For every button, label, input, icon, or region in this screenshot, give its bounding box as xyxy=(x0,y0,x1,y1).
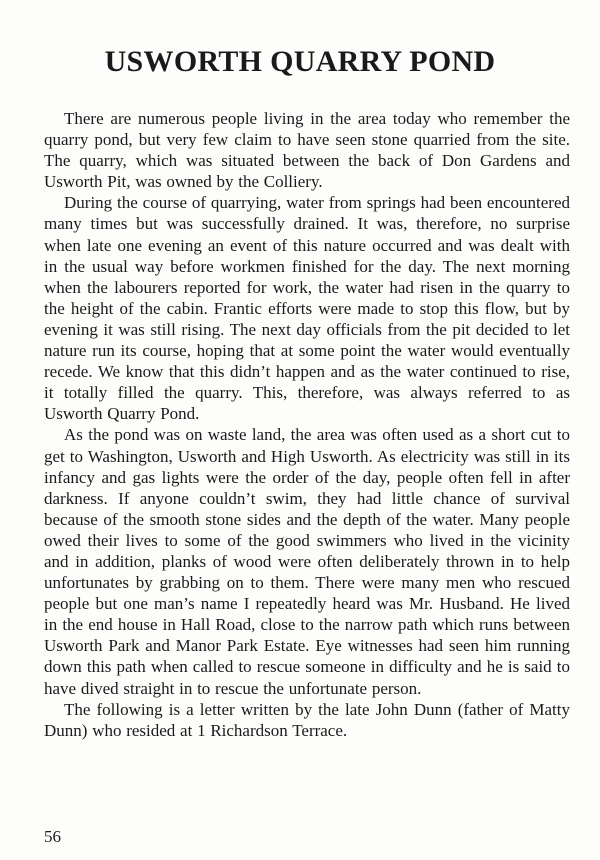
page-title: USWORTH QUARRY POND xyxy=(104,45,496,78)
paragraph-4: The following is a letter written by the late John Dunn (father of Matty Dunn) who resided at 1 Richardson Terrace. xyxy=(44,699,570,740)
paragraph-2: During the course of quarrying, water from springs had been encountered many times but was successfully drained. It was, therefore, no surprise when late one evening an event of this nature occurred and was dealt with in the usual way before workmen finished for the day. The next morning when the labourers reported for work, the water had risen in the quarry to the height of the cabin. Frantic efforts were made to stop this flow, but by evening it was still rising. The next day officials from the pit decided to let nature run its course, hoping that at some point the water would eventually recede. We know that this didn’t happen and as the water continued to rise, it totally filled the quarry. This, therefore, was always referred to as Usworth Quarry Pond. xyxy=(44,193,570,424)
paragraph-3: As the pond was on waste land, the area was often used as a short cut to get to Washington, Usworth and High Usworth. As electricity was still in its infancy and gas lights were the order of the day, people often fell in after darkness. If anyone couldn’t swim, they had little chance of survival because of the smooth stone sides and the depth of the water. Many people owed their lives to some of the good swimmers who lived in the vicinity and in addition, planks of wood were often deliberately thrown in to help unfortunates by grabbing on to them. There were many men who rescued people but one man’s name I repeatedly heard was Mr. Husband. He lived in the end house in Hall Road, close to the narrow path which runs between Usworth Park and Manor Park Estate. Eye witnesses had seen him running down this path when called to rescue someone in difficulty and he is said to have dived straight in to rescue the unfortunate person. xyxy=(44,425,570,698)
paragraph-1: There are numerous people living in the area today who remember the quarry pond, but very few claim to have seen stone quarried from the site. The quarry, which was situated between the back of Don Gardens and Usworth Pit, was owned by the Colliery. xyxy=(44,109,570,192)
page-number: 56 xyxy=(44,827,61,846)
body-text xyxy=(44,108,570,741)
